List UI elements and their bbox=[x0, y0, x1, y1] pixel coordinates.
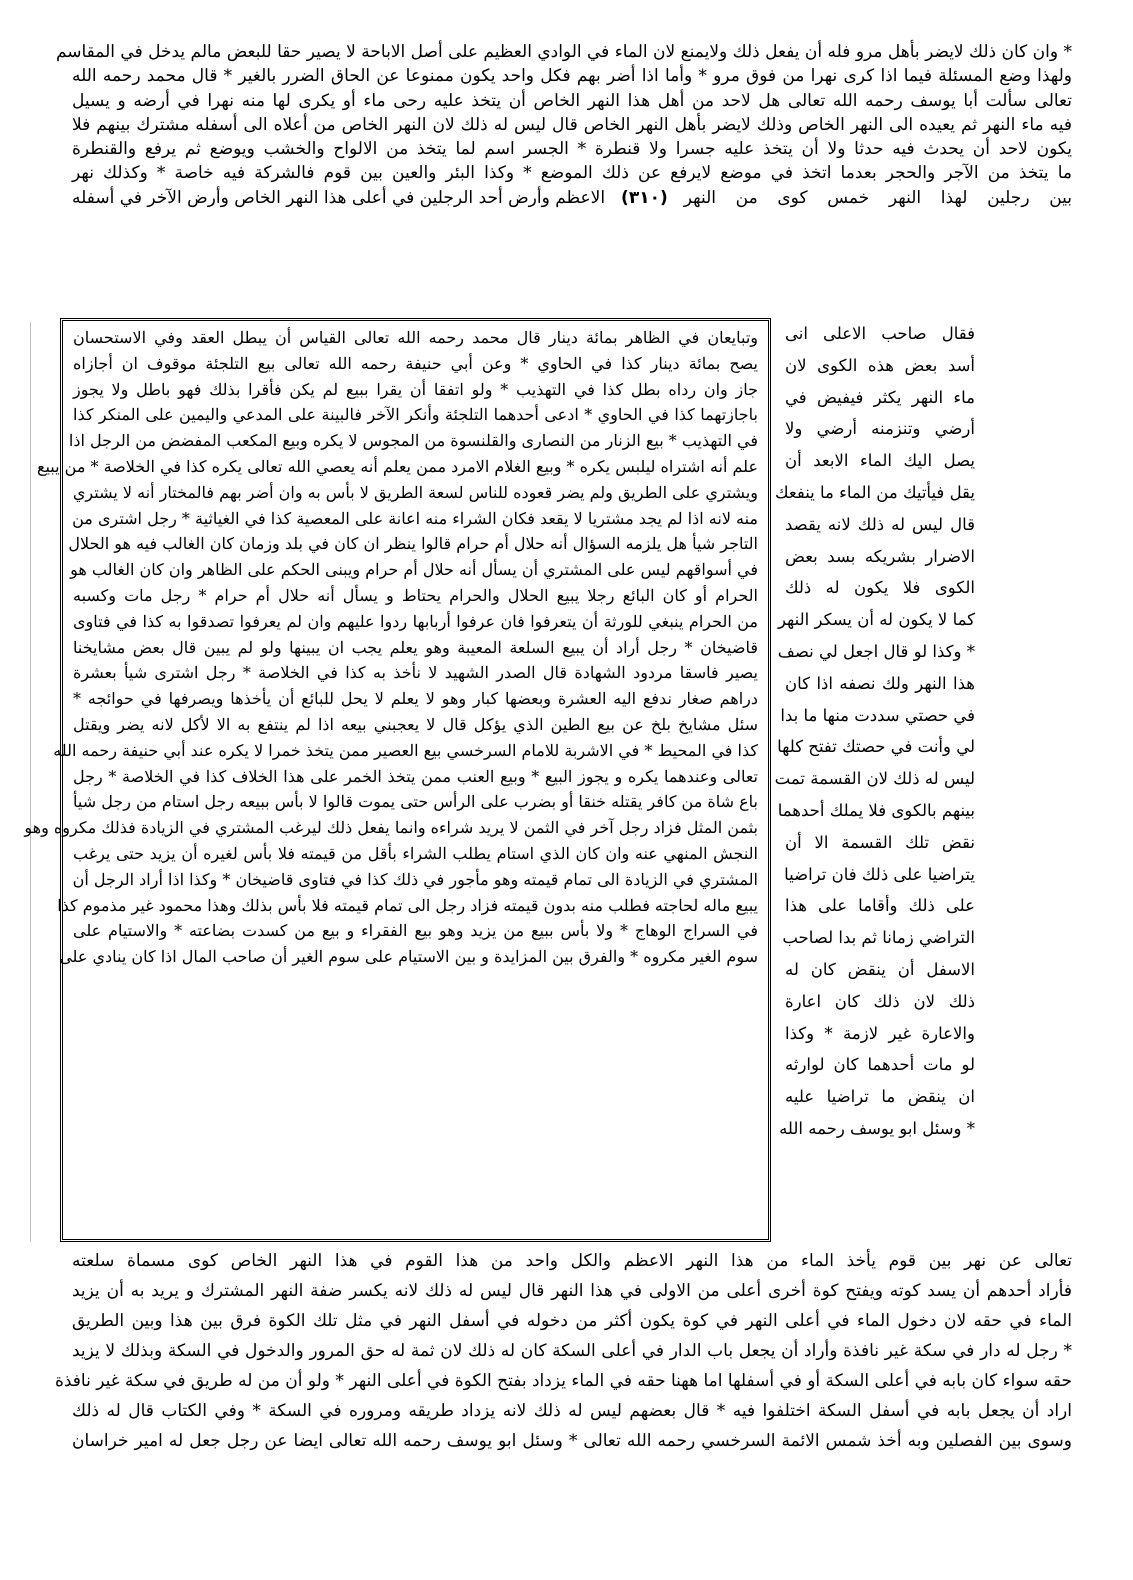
text-line: وتبايعان في الظاهر بمائة دينار قال محمد رحمه الله تعالى القياس أن يبطل العقد وفي الاستحسان bbox=[73, 328, 758, 347]
text-line: يصح بمائة دينار كذا في الحاوي * وعن أبي حنيفة رحمه الله تعالى بيع التلجئة موقوف ان أجازاه bbox=[73, 353, 758, 373]
text-line: يصير فاسقا مردود الشهادة قال الصدر الشهيد لا نأخذ به كذا في الخلاصة * رجل اشترى شيأ بعشرة bbox=[73, 663, 758, 683]
text-line: يقل فيأتيك من الماء ما ينفعك bbox=[774, 482, 975, 502]
text-line: من الحرام ينبغي للورثة أن يتعرفوا فان عرفوا أربابها ردوا عليهم وان لم يعرفوا تصدقوا به كذا في فتاوى bbox=[73, 611, 759, 631]
top-text-block bbox=[55, 40, 1072, 210]
text-line: يتراضيا على ذلك فان تراضيا bbox=[784, 864, 975, 884]
text-line: الاضرار بشريكه بسد بعض bbox=[785, 546, 975, 566]
text-line: نقض تلك القسمة الا أن bbox=[785, 832, 975, 852]
text-line: تعالى عن نهر بين قوم يأخذ الماء من هذا النهر الاعظم والكل واحد من هذا القوم في هذا النهر الخاص كوى مسماة سلعته bbox=[72, 1251, 1072, 1271]
text-line: كذا في المحيط * في الاشربة للامام السرخسي بيع العصير ممن يتخذ خمرا لا يكره عند أبي حنيفة رحمه الله bbox=[53, 740, 758, 760]
text-line: جاز وان رداه بطل كذا في التهذيب * ولو اتفقا أن يقرا ببيع لم يكن فأقرا بذلك فهو باطل ولا يجوز bbox=[73, 379, 758, 399]
text-line: فيه ماء النهر ثم يعيده الى النهر الخاص وذلك لايضر بأهل النهر الخاص قال ليس له ذلك لان النهر الخاص من أعلاه الى أسفله مشترك بينهم فلا bbox=[72, 114, 1072, 135]
text-line: علم أنه اشتراه ليلبس يكره * وبيع الغلام الامرد ممن يعلم أنه يعصي الله تعالى يكره كذا في الخلاصة * من يبيع bbox=[36, 456, 758, 476]
text-line: والاعارة غير لازمة * وكذا bbox=[785, 1023, 975, 1043]
text-line: ليس له ذلك لان القسمة تمت bbox=[774, 769, 975, 789]
text-line: المشتري في الزيادة الى تمام قيمته وهو مأجور في ذلك كذا في فتاوى قاضيخان * وكذا اذا أراد الرجل أن bbox=[72, 869, 758, 889]
text-line: يصل اليك الماء الابعد أن bbox=[785, 451, 975, 471]
text-line: الكوى فلا يكون له ذلك bbox=[785, 578, 975, 598]
text-line: أرضي وتنزمنه أرضي ولا bbox=[785, 419, 975, 439]
text-line: * وسئل ابو يوسف رحمه الله bbox=[779, 1118, 975, 1138]
text-line: فأراد أحدهم أن يسد كوته ويفتح كوة أخرى أعلى من الاولى في هذا النهر قال ليس له ذلك لانه يكسر ضفة النهر المشترك و يريد به أن يزيد bbox=[72, 1281, 1072, 1301]
text-line: باع شاة من كافر يقتله خنقا أو بضرب على الرأس حتى يموت قالوا لا بأس ببيعه رجل استام من رجل شيأ bbox=[73, 792, 759, 812]
text-line: هذا النهر ولك نصفه اذا كان bbox=[785, 673, 975, 693]
text-line: ذلك لان ذلك كان اعارة bbox=[785, 991, 975, 1011]
text-line: أسد بعض هذه الكوى لان bbox=[785, 355, 975, 375]
text-line: يبيع ماله لحاجته فطلب منه بدون قيمته فزاد رجل الى تمام قيمته فلا بأس بذلك وهذا محمود غير مذموم كذا bbox=[57, 895, 758, 915]
text-line: على ذلك وأقاما على هذا bbox=[785, 896, 975, 916]
text-line: بينهم بالكوى فلا يملك أحدهما bbox=[777, 800, 975, 820]
text-line: وسوى بين الفصلين وبه أخذ شمس الائمة السرخسي رحمه الله تعالى * وسئل ابو يوسف رحمه الله تعالى ايضا عن رجل جعل له امير خراسان bbox=[72, 1431, 1072, 1451]
text-line: قاضيخان * رجل أراد أن يبيع السلعة المعيبة وهو يعلم يجب ان يبينها ولو لم يبين قال بعض مشايخنا bbox=[73, 637, 758, 657]
text-line: * وان كان ذلك لايضر بأهل مرو فله أن يفعل ذلك ولايمنع لان الماء في الوادي العظيم على أصل الاباحة لا يصير حقا للبعض مالم يدخل في المقاسم bbox=[55, 42, 1072, 62]
text-line: التراضي زمانا ثم بدا لصاحب bbox=[782, 928, 975, 948]
text-line: ولهذا وضع المسئلة فيما اذا كرى نهرا من فوق مرو * وأما اذا أضر بهم فكل واحد يكون ممنوعا عن الحاق الضرر بالغير * قال محمد رحمه الله bbox=[72, 66, 1072, 87]
text-line: منه لانه اذا لم يجد مشتريا لا يقعد فكان الشراء منه اعانة على المعصية كذا في الغياثية * رجل اشترى من bbox=[72, 508, 758, 528]
text-line: الماء في حقه لان دخول الماء في أعلى النهر في كوة يكون أكثر من دخوله في أسفل النهر في مثل تلك الكوة فرق بين هذا وبين الطريق bbox=[72, 1311, 1072, 1331]
text-line: النجش المنهي عنه وان كان الذي استام يطلب الشراء بأقل من قيمته فلا بأس لغيره أن يزيد حتى يرغب bbox=[73, 843, 759, 863]
text-line: الحرام أو كان البائع رجلا يبيع الحلال والحرام يحتاط و يسأل أنه حلال أم حرام * رجل مات وكسبه bbox=[73, 585, 758, 605]
text-line: قال ليس له ذلك لانه يقصد bbox=[785, 514, 975, 534]
text-line: * رجل له دار في سكة غير نافذة وأراد أن يجعل باب الدار في أعلى السكة كان له ذلك لان ثمة له حق المرور والدخول في السكة وبذلك لا يزيد bbox=[72, 1341, 1072, 1361]
text-line: * وكذا لو قال اجعل لي نصف bbox=[777, 641, 975, 661]
text-line: باجازتهما كذا في الحاوي * ادعى أحدهما التلجئة وأنكر الآخر فالبينة على المدعي واليمين على المنكر كذا bbox=[73, 405, 758, 425]
text-line: فقال صاحب الاعلى انى bbox=[785, 324, 975, 343]
text-segment: الاعظم وأرض أحد الرجلين في أعلى هذا النهر الخاص وأرض الآخر في أسفله bbox=[72, 187, 606, 208]
text-line: التاجر شيأ هل يلزمه السؤال أنه حلال أم حرام قالوا ينظر ان كان في بلد وزمان كان الغالب فيه هو الحلال bbox=[68, 534, 758, 554]
text-line: في التهذيب * بيع الزنار من النصارى والقلنسوة من المجوس لا يكره وبيع المكعب المفضض من الرجل اذا bbox=[68, 431, 758, 451]
text-line: الاسفل أن ينقض كان له bbox=[785, 959, 975, 979]
text-line: ويشتري على الطريق ولم يضر قعوده للناس لسعة الطريق لا بأس به وان أضر بهم فالمختار أنه لا يشتري bbox=[72, 482, 758, 502]
text-line: في حصتي سددت منها ما بدا bbox=[780, 705, 975, 725]
text-line: سوم الغير مكروه * والفرق بين المزايدة و بين الاستيام على سوم الغير أن صاحب المال اذا كان ينادي على bbox=[59, 947, 758, 967]
text-line: ما يتخذ من الآجر والحجر بعدما اتخذ في موضع لايرفع عن ذلك الموضع * وكذا البئر والعين بين قوم فالشركة فيه خاصة * وكذلك نهر bbox=[72, 163, 1072, 184]
page-number-line bbox=[72, 186, 1072, 210]
text-line: دراهم صغار ندفع اليه العشرة وبعضها كبار وهو لا يعلم لا يحل للبائع أن يأخذها ويصرفها في حوائجه * bbox=[73, 689, 758, 709]
text-line: ان ينقض ما تراضيا عليه bbox=[785, 1087, 975, 1107]
text-line: ماء النهر يكثر فيفيض في bbox=[785, 387, 975, 407]
side-text-column bbox=[774, 318, 975, 1242]
text-line: في أسواقهم ليس على المشتري أن يسأل أنه حلال أم حرام ويبنى الحكم على الظاهر وان كان الغالب هو bbox=[70, 560, 758, 580]
text-line: كما لا يكون له أن يسكر النهر bbox=[777, 610, 975, 630]
text-line: حقه سواء كان بابه في أعلى السكة أو في أسفلها اما ههنا حقه في الماء يزداد بفتح الكوة في أعلى النهر * ولو أن من له طريق في سكة غير نافذة bbox=[54, 1371, 1072, 1391]
boxed-text-block bbox=[24, 318, 771, 1242]
text-line: لو مات أحدهما كان لوارثه bbox=[785, 1055, 975, 1075]
text-line: اراد أن يجعل بابه في أسفل السكة اختلفوا فيه * قال بعضهم ليس له ذلك لانه يزداد طريقه ومروره في السكة * وفي الكتاب قال له ذلك bbox=[72, 1401, 1072, 1421]
text-segment: بين رجلين لهذا النهر خمس كوى من النهر bbox=[683, 187, 1072, 208]
text-line: بثمن المثل فزاد رجل آخر في الثمن لا يريد شراءه وانما يفعل ذلك ليرغب المشتري في الزيادة فذلك مكروه وهو bbox=[24, 818, 758, 838]
text-line: تعالى وعندهما يكره و يجوز البيع * وبيع العنب ممن يتخذ الخمر على هذا الخلاف كذا في الخلاصة * رجل bbox=[73, 766, 759, 786]
page-number: (٣١٠) bbox=[621, 187, 668, 208]
text-line: لي وأنت في حصتك تفتح كلها bbox=[777, 737, 975, 757]
bottom-text-block bbox=[54, 1246, 1072, 1456]
margin-rule bbox=[30, 322, 31, 1242]
text-line: سئل مشايخ بلخ عن بيع الطين الذي يؤكل قال لا يعجبني بيعه اذا لم ينتفع به الا لأكل لانه يضر ويقتل bbox=[73, 714, 758, 734]
text-line: تعالى سألت أبا يوسف رحمه الله تعالى هل لاحد من أهل هذا النهر الخاص أن يتخذ عليه رحى ماء أو يكرى لها منه نهرا في أرضه و يسيل bbox=[72, 90, 1072, 111]
text-line: يكون لاحد أن يحدث فيه حدثا ولا أن يتخذ عليه جسرا ولا قنطرة * الجسر اسم لما يتخذ من الالواح والخشب ويوضع ثم يرفع والقنطرة bbox=[72, 139, 1072, 160]
text-line: في السراج الوهاج * ولا بأس ببيع من يزيد وهو بيع الفقراء و بيع من كسدت بضاعته * والاستيام على bbox=[73, 921, 758, 941]
